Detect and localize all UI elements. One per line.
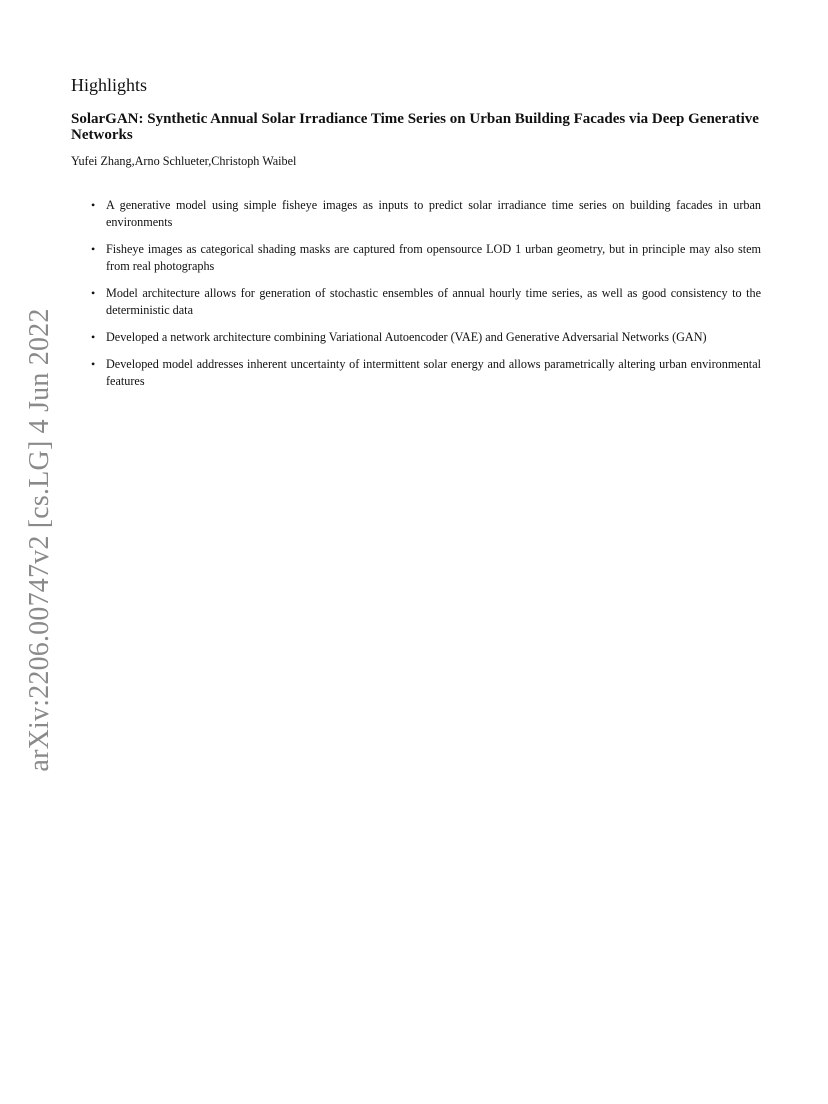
highlights-list (89, 197, 761, 400)
bullet-icon: • (91, 357, 96, 371)
paper-title: SolarGAN: Synthetic Annual Solar Irradiance Time Series on Urban Building Facades via Deep Generative Networks (71, 111, 759, 143)
bullet-icon: • (91, 286, 96, 300)
bullet-icon: • (91, 242, 96, 256)
highlight-text: Model architecture allows for generation of stochastic ensembles of annual hourly time series, as well as good consistency to the deterministic data (106, 286, 761, 317)
arxiv-identifier-stamp: arXiv:2206.00747v2 [cs.LG] 4 Jun 2022 (24, 308, 55, 772)
bullet-icon: • (91, 198, 96, 212)
highlight-item (89, 356, 761, 390)
highlight-text: Developed model addresses inherent uncertainty of intermittent solar energy and allows parametrically altering urban environmental features (106, 357, 761, 388)
highlight-item (89, 329, 761, 346)
author-list: Yufei Zhang,Arno Schlueter,Christoph Waibel (71, 154, 297, 168)
bullet-icon: • (91, 330, 96, 344)
highlight-item (89, 241, 761, 275)
highlight-text: A generative model using simple fisheye images as inputs to predict solar irradiance time series on building facades in urban environments (106, 198, 761, 229)
highlight-item (89, 197, 761, 231)
highlight-item (89, 285, 761, 319)
section-heading: Highlights (71, 75, 148, 95)
highlight-text: Fisheye images as categorical shading masks are captured from opensource LOD 1 urban geometry, but in principle may also stem from real photographs (106, 242, 761, 273)
highlight-text: Developed a network architecture combining Variational Autoencoder (VAE) and Generative Adversarial Networks (GAN) (106, 330, 707, 344)
